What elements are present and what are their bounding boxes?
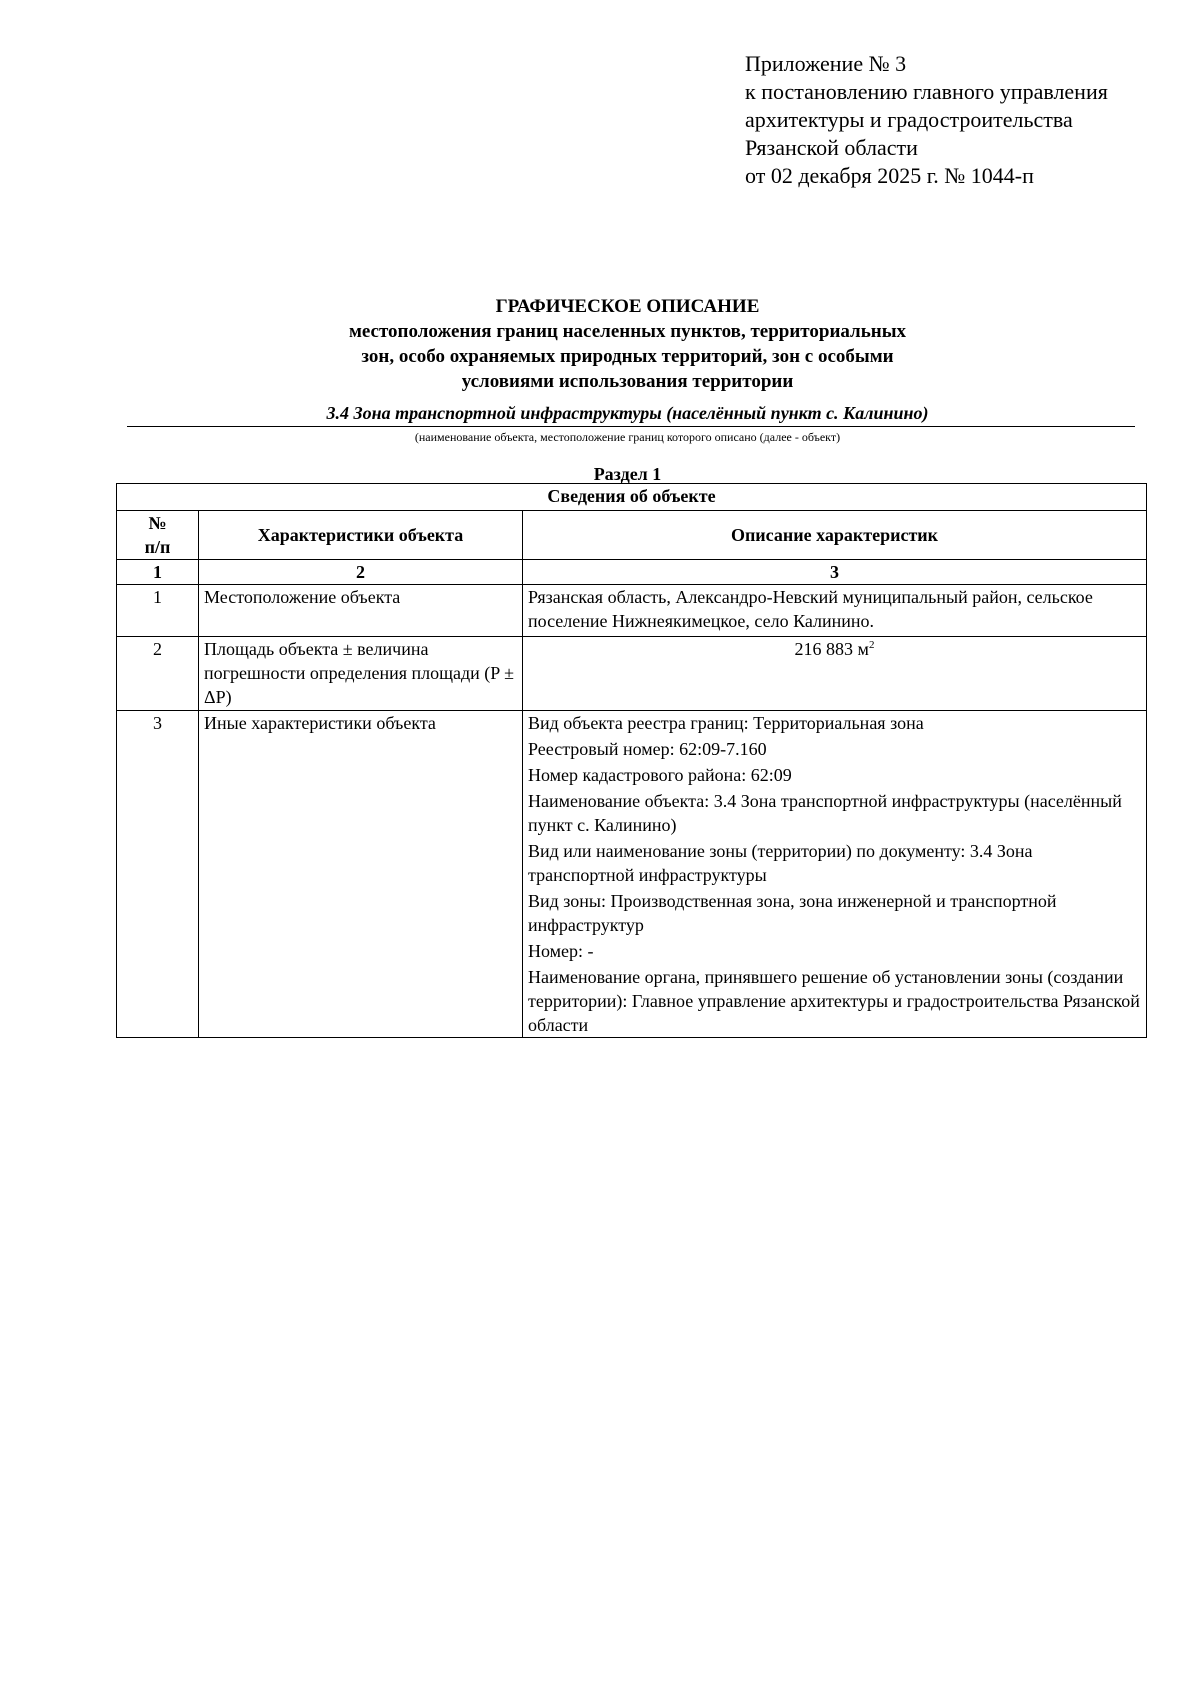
object-name: 3.4 Зона транспортной инфраструктуры (населённый пункт с. Калинино) xyxy=(326,403,929,423)
object-info-table xyxy=(116,483,1147,1038)
title-line: зон, особо охраняемых природных территорий, зон с особыми xyxy=(361,346,894,367)
description-line: Наименование объекта: 3.4 Зона транспортной инфраструктуры (населённый пункт с. Калинино) xyxy=(528,791,1122,835)
column-number: 3 xyxy=(523,560,1147,585)
table-row xyxy=(117,711,1147,1038)
description-line: Наименование органа, принявшего решение об установлении зоны (создании территории): Главное управление архитектуры и градостроительства Рязанской области xyxy=(528,967,1140,1035)
row-num: 2 xyxy=(117,637,199,711)
appendix-line: Рязанской области xyxy=(745,135,918,160)
header-characteristic: Характеристики объекта xyxy=(199,511,523,560)
row-num: 1 xyxy=(117,585,199,637)
document-title xyxy=(120,294,1135,394)
area-unit-superscript: 2 xyxy=(868,639,875,651)
appendix-block xyxy=(745,50,1185,190)
row-characteristic: Иные характеристики объекта xyxy=(199,711,523,1038)
description-line: Рязанская область, Александро-Невский муниципальный район, сельское поселение Нижнеякимецкое, село Калинино. xyxy=(528,587,1093,631)
description-line: Вид или наименование зоны (территории) по документу: 3.4 Зона транспортной инфраструктуры xyxy=(528,841,1033,885)
title-line: условиями использования территории xyxy=(461,371,794,392)
row-area-value xyxy=(523,637,1147,711)
table-row xyxy=(117,585,1147,637)
area-value: 216 883 м xyxy=(794,639,869,659)
header-num-line: п/п xyxy=(144,537,171,557)
section-label: Раздел 1 xyxy=(593,464,662,484)
row-characteristic: Местоположение объекта xyxy=(199,585,523,637)
title-line: местоположения границ населенных пунктов, территориальных xyxy=(348,321,907,342)
appendix-line: от 02 декабря 2025 г. № 1044-п xyxy=(745,163,1034,188)
description-line: Номер кадастрового района: 62:09 xyxy=(528,765,792,785)
description-line: Номер: - xyxy=(528,941,594,961)
column-number-row xyxy=(117,560,1147,585)
header-num xyxy=(117,511,199,560)
row-description xyxy=(523,711,1147,1038)
header-num-line: № xyxy=(148,513,167,533)
table-header-row xyxy=(117,511,1147,560)
table-caption: Сведения об объекте xyxy=(117,484,1147,511)
header-description: Описание характеристик xyxy=(523,511,1147,560)
title-heading: ГРАФИЧЕСКОЕ ОПИСАНИЕ xyxy=(495,296,760,317)
row-characteristic: Площадь объекта ± величина погрешности определения площади (P ± ΔP) xyxy=(199,637,523,711)
appendix-line: к постановлению главного управления xyxy=(745,79,1108,104)
row-num: 3 xyxy=(117,711,199,1038)
object-name-note: (наименование объекта, местоположение границ которого описано (далее - объект) xyxy=(414,430,841,444)
description-line: Реестровый номер: 62:09-7.160 xyxy=(528,739,767,759)
column-number: 2 xyxy=(199,560,523,585)
column-number: 1 xyxy=(117,560,199,585)
appendix-line: Приложение № 3 xyxy=(745,51,907,76)
description-line: Вид объекта реестра границ: Территориальная зона xyxy=(528,713,924,733)
appendix-line: архитектуры и градостроительства xyxy=(745,107,1073,132)
description-line: Вид зоны: Производственная зона, зона инженерной и транспортной инфраструктур xyxy=(528,891,1057,935)
underline-rule xyxy=(127,426,1135,427)
table-row xyxy=(117,637,1147,711)
row-description xyxy=(523,585,1147,637)
